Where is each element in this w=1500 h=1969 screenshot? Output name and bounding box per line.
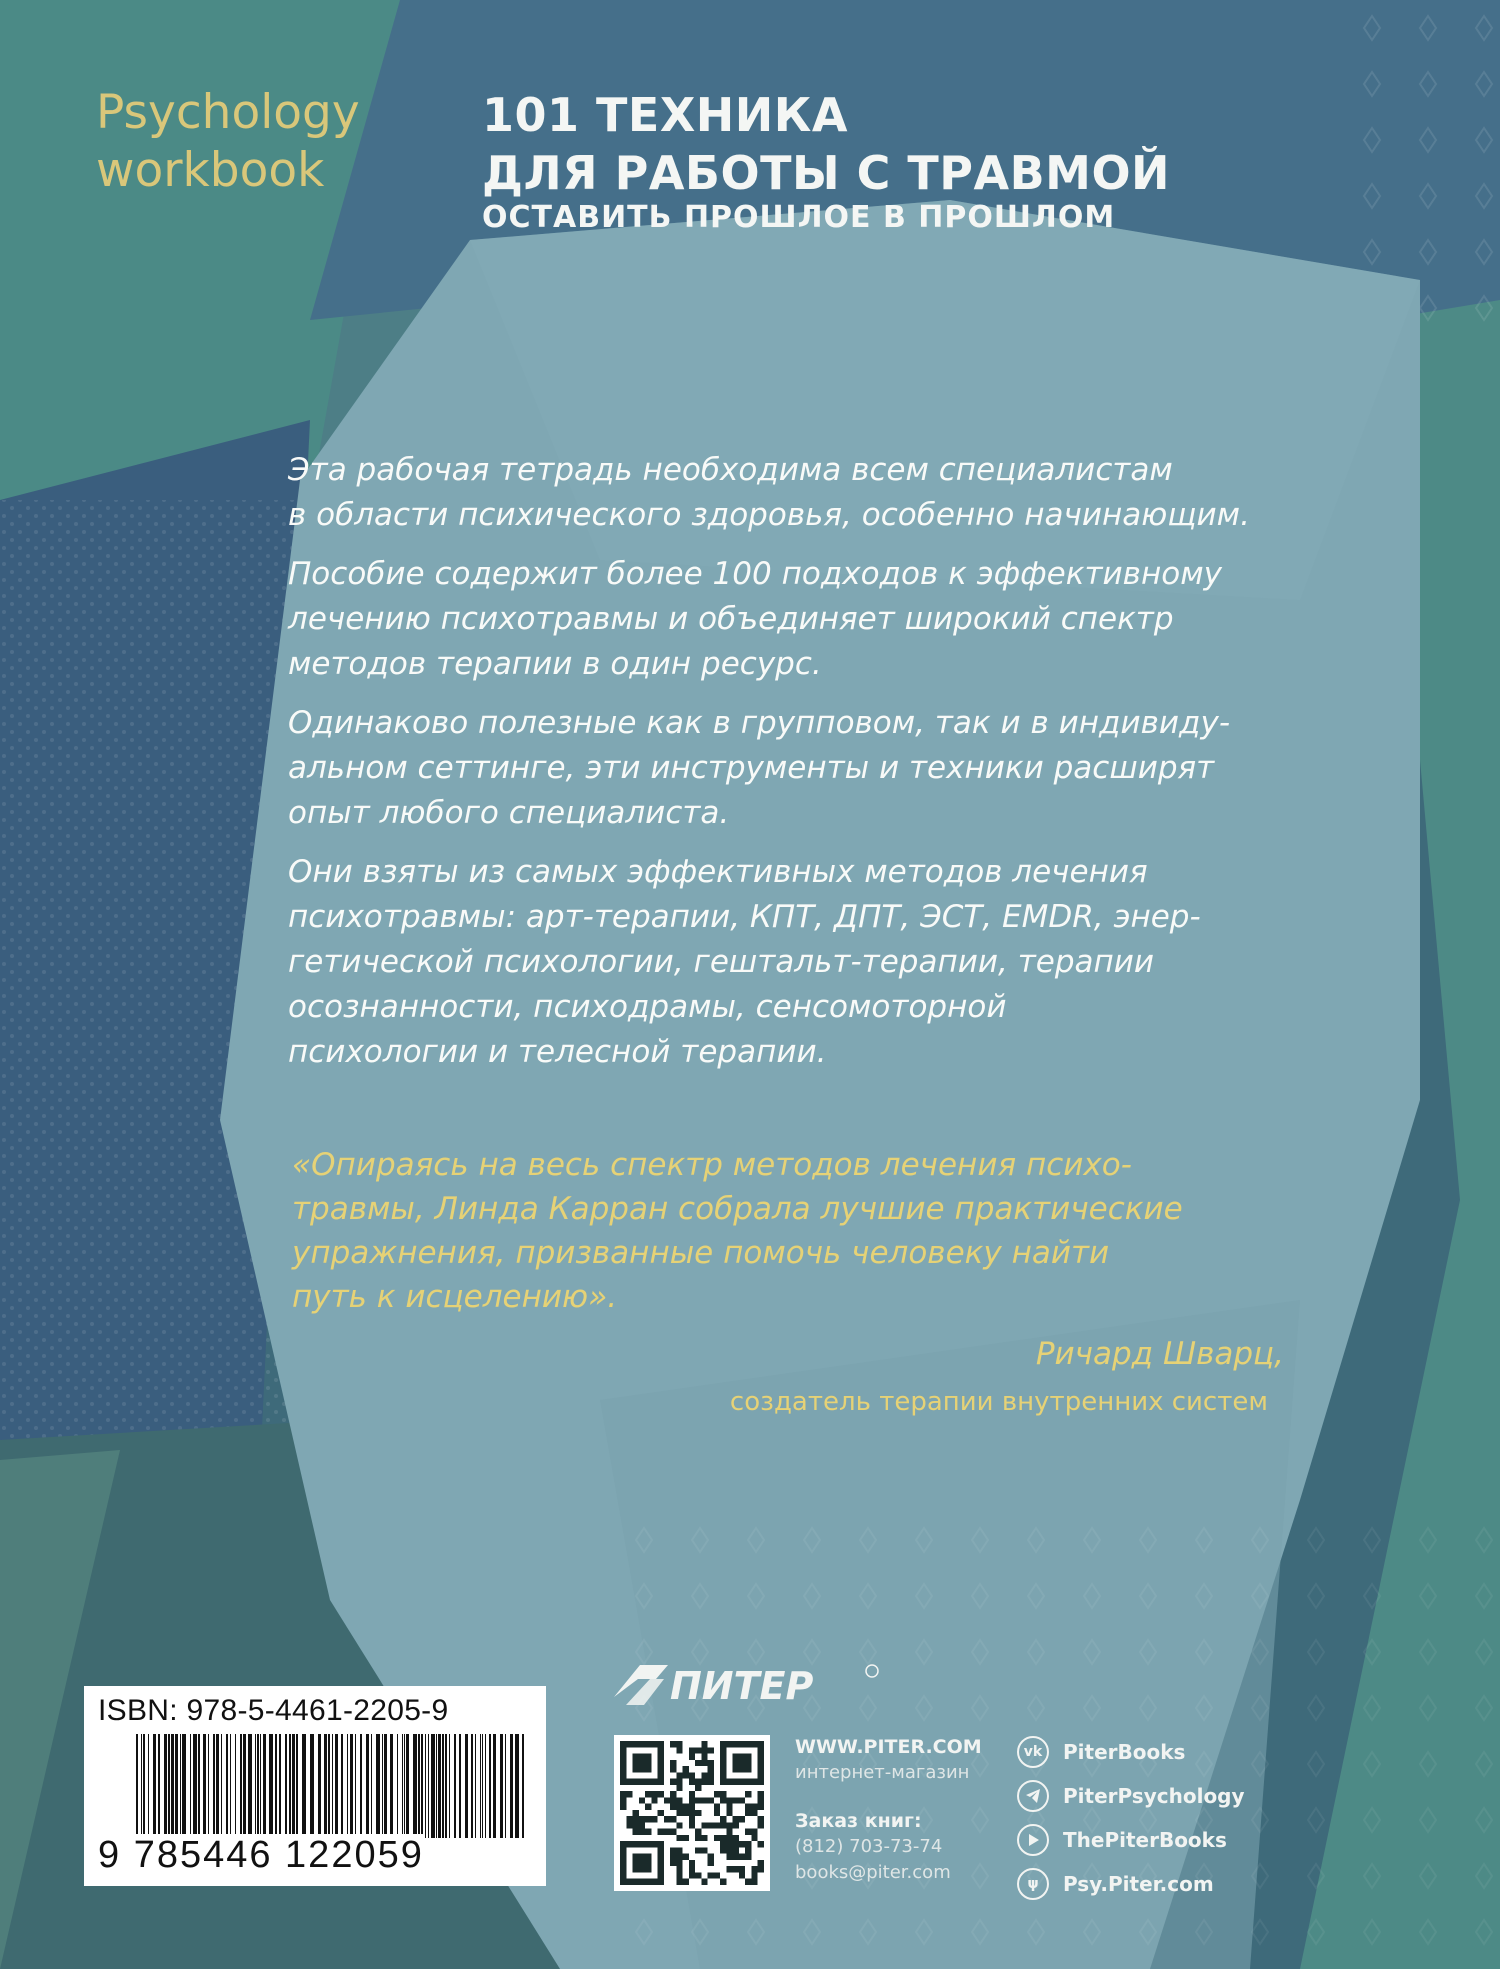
blurb-paragraph: Эта рабочая тетрадь необходима всем специалистам в области психического здоровья, особенно начинающим. <box>288 452 1250 533</box>
social-label: Psy.Piter.com <box>1063 1872 1214 1896</box>
series-line-2: workbook <box>96 143 325 198</box>
publisher-contacts <box>795 1734 982 1886</box>
youtube-icon <box>1017 1824 1049 1856</box>
publisher-logo <box>610 1657 882 1713</box>
social-label: PiterBooks <box>1063 1740 1186 1764</box>
book-title-line-2: ДЛЯ РАБОТЫ С ТРАВМОЙ <box>482 146 1171 200</box>
blurb-paragraph: Они взяты из самых эффективных методов лечения психотравмы: арт-терапии, КПТ, ДПТ, ЭСТ, EMDR, энер- гетической психологии, гештальт-терапии, терапии осознанности, психодрамы, сенсомоторной психологии и телесной терапии. <box>288 854 1201 1070</box>
psi-icon: ψ <box>1017 1868 1049 1900</box>
shop-label: интернет-магазин <box>795 1762 970 1783</box>
website-link[interactable]: WWW.PITER.COM <box>795 1736 982 1758</box>
isbn-barcode <box>84 1686 546 1886</box>
order-label: Заказ книг: <box>795 1810 922 1832</box>
book-subtitle: ОСТАВИТЬ ПРОШЛОЕ В ПРОШЛОМ <box>482 200 1116 235</box>
social-label: ThePiterBooks <box>1063 1828 1227 1852</box>
social-label: PiterPsychology <box>1063 1784 1245 1808</box>
blurb <box>288 448 1298 1089</box>
vk-icon: vk <box>1017 1736 1049 1768</box>
quote-author: Ричард Шварц, <box>1035 1336 1284 1372</box>
book-title <box>482 86 1170 202</box>
order-email[interactable]: books@piter.com <box>795 1862 951 1883</box>
social-link-vk[interactable] <box>1017 1730 1245 1774</box>
telegram-icon <box>1017 1780 1049 1812</box>
series-title <box>96 84 360 200</box>
quote-author-role: создатель терапии внутренних систем <box>729 1387 1268 1417</box>
barcode-digits: 9 785446 122059 <box>98 1834 424 1876</box>
social-link-youtube[interactable] <box>1017 1818 1245 1862</box>
social-links <box>1017 1730 1245 1906</box>
blurb-paragraph: Одинаково полезные как в групповом, так и в индивиду- альном сеттинге, эти инструменты и техники расширят опыт любого специалиста. <box>288 705 1231 831</box>
isbn-label: ISBN: 978-5-4461-2205-9 <box>98 1694 449 1727</box>
publisher-name: ПИТЕР <box>670 1664 814 1708</box>
order-phone: (812) 703-73-74 <box>795 1836 943 1857</box>
social-link-telegram[interactable] <box>1017 1774 1245 1818</box>
blurb-paragraph: Пособие содержит более 100 подходов к эффективному лечению психотравмы и объединяет широкий спектр методов терапии в один ресурс. <box>288 556 1222 682</box>
book-title-line-1: 101 ТЕХНИКА <box>482 88 848 142</box>
qr-code <box>614 1735 770 1891</box>
social-link-psy[interactable] <box>1017 1862 1245 1906</box>
series-line-1: Psychology <box>96 85 360 140</box>
endorsement-quote: «Опираясь на весь спектр методов лечения психо- травмы, Линда Карран собрала лучшие практические упражнения, призванные помочь человеку найти путь к исцелению». <box>292 1147 1183 1315</box>
